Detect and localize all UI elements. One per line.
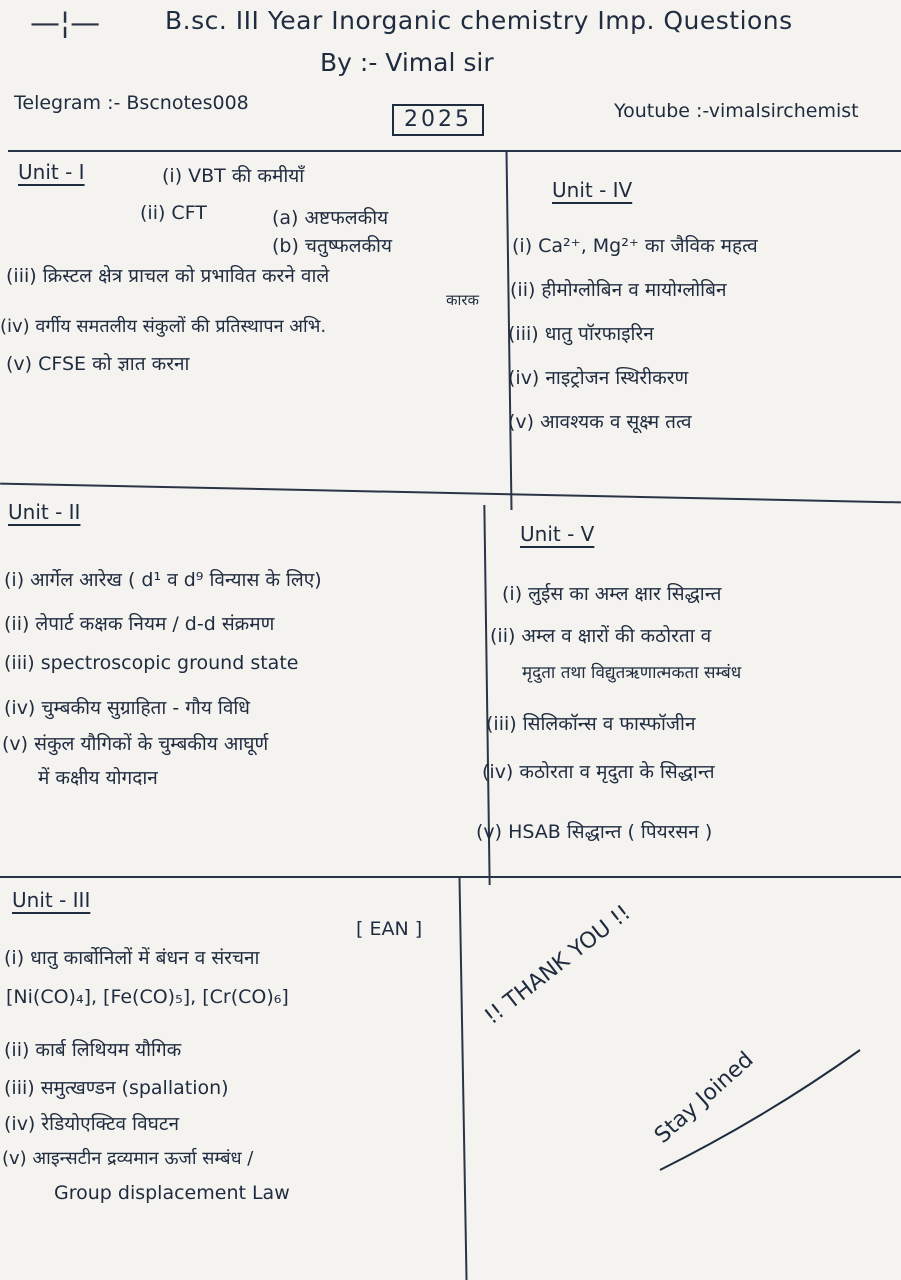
unit2-item-4: (iv) चुम्बकीय सुग्राहिता - गौय विधि (4, 697, 250, 719)
stay-joined-note: Stay Joined (650, 1047, 759, 1149)
divider-vertical-lower (458, 876, 467, 1280)
unit1-item-2: (ii) CFT (140, 202, 207, 224)
unit5-heading: Unit - V (520, 522, 595, 546)
margin-mark: —¦— (30, 6, 101, 41)
year-box: 2025 (392, 104, 484, 136)
unit3-item-5: (v) आइन्सटीन द्रव्यमान ऊर्जा सम्बंध / (2, 1148, 254, 1169)
unit1-heading: Unit - I (18, 160, 85, 184)
unit5-item-4: (iv) कठोरता व मृदुता के सिद्धान्त (482, 761, 715, 783)
thank-you-note: !! THANK YOU !! (480, 900, 636, 1030)
unit1-item-4: (iv) वर्गीय समतलीय संकुलों की प्रतिस्थापन अभि. (0, 316, 327, 337)
unit2-heading: Unit - II (8, 500, 81, 524)
unit3-item-5-cont: Group displacement Law (54, 1182, 290, 1204)
unit3-item-4: (iv) रेडियोएक्टिव विघटन (4, 1113, 179, 1135)
unit3-ean-note: [ EAN ] (356, 918, 423, 940)
stay-joined-underline (640, 1030, 880, 1190)
unit1-item-5: (v) CFSE को ज्ञात करना (6, 353, 190, 375)
divider-middle (0, 483, 901, 504)
unit2-item-2: (ii) लेपार्ट कक्षक नियम / d-d संक्रमण (4, 613, 275, 635)
unit2-item-5-cont: में कक्षीय योगदान (38, 767, 158, 789)
unit1-item-2a: (a) अष्टफलकीय (272, 207, 389, 229)
unit5-item-2-cont: मृदुता तथा विद्युतऋणात्मकता सम्बंध (522, 663, 742, 683)
unit4-item-5: (v) आवश्यक व सूक्ष्म तत्व (508, 411, 692, 433)
unit4-item-3: (iii) धातु पॉरफाइरिन (508, 323, 654, 345)
unit2-item-3: (iii) spectroscopic ground state (4, 652, 299, 674)
unit3-item-2: (ii) कार्ब लिथियम यौगिक (4, 1039, 182, 1061)
divider-top (8, 150, 901, 152)
divider-lower (0, 876, 901, 878)
unit5-item-3: (iii) सिलिकॉन्स व फास्फॉजीन (486, 713, 696, 735)
unit5-item-5: (v) HSAB सिद्धान्त ( पियरसन ) (476, 821, 713, 843)
unit3-heading: Unit - III (12, 888, 91, 912)
unit1-item-2b: (b) चतुष्फलकीय (272, 235, 393, 257)
unit2-item-5: (v) संकुल यौगिकों के चुम्बकीय आघूर्ण (2, 733, 269, 755)
telegram-handle: Telegram :- Bscnotes008 (14, 92, 249, 114)
unit1-item-1: (i) VBT की कमीयाँ (162, 165, 305, 187)
unit5-item-1: (i) लुईस का अम्ल क्षार सिद्धान्त (502, 583, 722, 605)
unit5-item-2: (ii) अम्ल व क्षारों की कठोरता व (490, 625, 712, 647)
unit3-item-1: (i) धातु कार्बोनिलों में बंधन व संरचना (4, 947, 260, 969)
unit2-item-1: (i) आर्गेल आरेख ( d¹ व d⁹ विन्यास के लिए) (4, 569, 322, 591)
author-byline: By :- Vimal sir (320, 48, 494, 77)
unit1-item-3: (iii) क्रिस्टल क्षेत्र प्राचल को प्रभावित करने वाले (6, 265, 330, 287)
unit1-item-3-tail: कारक (446, 291, 480, 309)
unit3-item-3: (iii) समुत्खण्डन (spallation) (4, 1077, 229, 1099)
unit3-formulas: [Ni(CO)₄], [Fe(CO)₅], [Cr(CO)₆] (6, 986, 289, 1008)
unit4-item-1: (i) Ca²⁺, Mg²⁺ का जैविक महत्व (512, 235, 758, 257)
unit4-heading: Unit - IV (552, 178, 633, 202)
unit4-item-4: (iv) नाइट्रोजन स्थिरीकरण (508, 367, 689, 389)
unit4-item-2: (ii) हीमोग्लोबिन व मायोग्लोबिन (510, 279, 727, 301)
page-title: B.sc. III Year Inorganic chemistry Imp. Questions (165, 6, 793, 35)
youtube-handle: Youtube :-vimalsirchemist (614, 100, 859, 122)
